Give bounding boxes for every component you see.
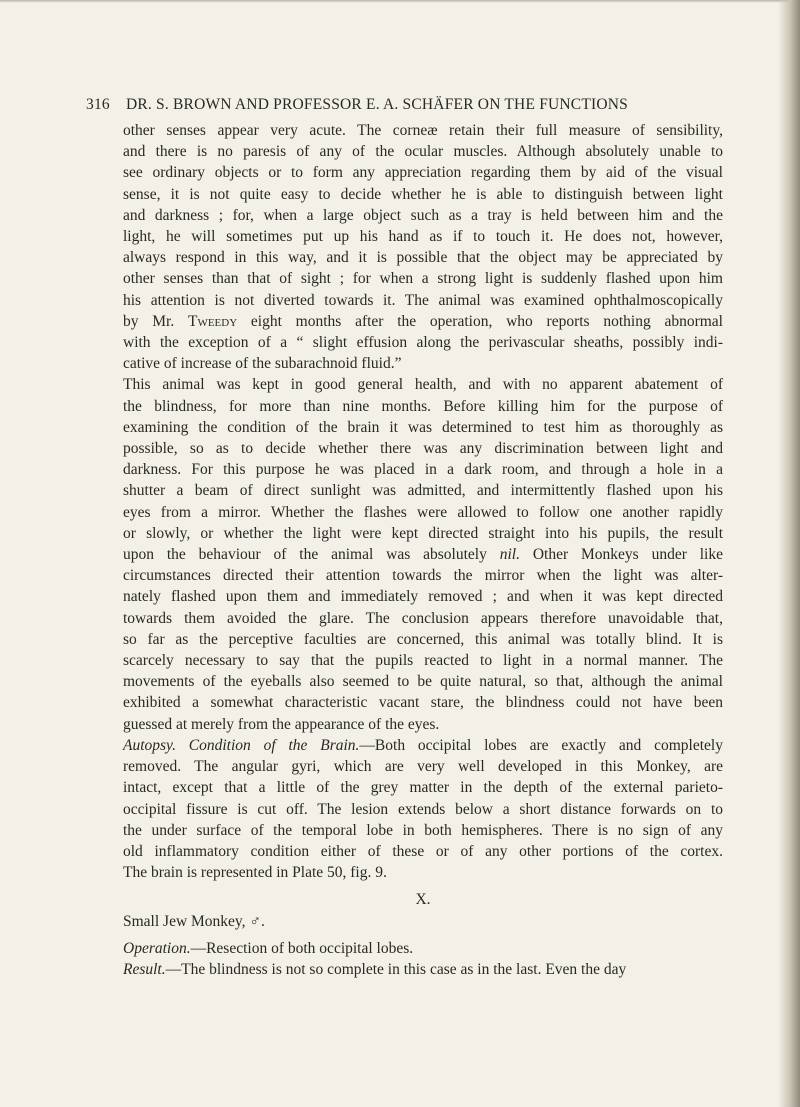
text-line: the blindness, for more than nine months. Before killing him for the purpose of — [123, 397, 723, 415]
page-number: 316 — [86, 96, 110, 113]
text-line: exhibited a somewhat characteristic vacant stare, the blindness could not have been — [123, 694, 723, 712]
text-line: the under surface of the temporal lobe in both hemispheres. There is no sign of any — [123, 821, 723, 839]
text-line: and there is no paresis of any of the ocular muscles. Although absolutely unable to — [123, 143, 723, 161]
text-line — [123, 735, 723, 756]
page-edge-shadow — [778, 0, 800, 1107]
text-run: eight months after the operation, who reports nothing abnormal — [237, 312, 723, 330]
text-line: The brain is represented in Plate 50, fig. 9. — [123, 864, 387, 882]
page-top-edge — [0, 0, 800, 3]
text-line: so far as the perceptive faculties are concerned, this animal was totally blind. It is — [123, 630, 723, 648]
text-line: movements of the eyeballs also seemed to be quite natural, so that, although the animal — [123, 673, 723, 691]
text-line: old inflammatory condition either of these or of any other portions of the cortex. — [123, 842, 723, 860]
text-line: eyes from a mirror. Whether the flashes were allowed to follow one another rapidly — [123, 503, 723, 521]
text-line: removed. The angular gyri, which are very well developed in this Monkey, are — [123, 758, 723, 776]
text-line: occipital fissure is cut off. The lesion extends below a short distance forwards on to — [123, 800, 723, 818]
text-line: nately flashed upon them and immediately removed ; and when it was kept directed — [123, 588, 723, 606]
text-line: possible, so as to decide whether there was any discrimination between light and — [123, 440, 723, 458]
text-run: —Both occipital lobes are exactly and completely — [359, 736, 723, 754]
text-line: other senses than that of sight ; for when a strong light is suddenly flashed upon him — [123, 270, 723, 288]
result-text: —The blindness is not so complete in this case as in the last. Even the day — [165, 960, 627, 978]
text-line: see ordinary objects or to form any appreciation regarding them by aid of the visual — [123, 164, 723, 182]
text-line — [123, 311, 723, 332]
text-line: darkness. For this purpose he was placed in a dark room, and through a hole in a — [123, 461, 723, 479]
specimen-line: Small Jew Monkey, ♂. — [123, 912, 265, 930]
result-line — [123, 959, 723, 980]
text-line: with the exception of a “ slight effusion along the perivascular sheaths, possibly indi- — [123, 334, 723, 352]
text-run: upon the behaviour of the animal was absolutely — [123, 546, 500, 564]
paragraph-lines — [123, 120, 723, 883]
text-line: examining the condition of the brain it was determined to test him as thoroughly as — [123, 418, 723, 436]
operation-line — [123, 938, 723, 959]
operation-label: Operation. — [123, 939, 191, 957]
text-line: guessed at merely from the appearance of the eyes. — [123, 715, 440, 733]
text-line: always respond in this way, and it is possible that the object may be appreciated by — [123, 249, 723, 267]
text-line: sense, it is not quite easy to decide whether he is able to distinguish between light — [123, 185, 723, 203]
text-line: circumstances directed their attention towards the mirror when the light was alter- — [123, 567, 723, 585]
result-label: Result. — [123, 960, 166, 978]
text-line: other senses appear very acute. The corneæ retain their full measure of sensibility, — [123, 122, 723, 139]
text-line: intact, except that a little of the grey matter in the depth of the external parieto- — [123, 779, 723, 797]
text-line: his attention is not diverted towards it. The animal was examined ophthalmoscopically — [123, 291, 723, 309]
text-line: cative of increase of the subarachnoid fluid.” — [123, 355, 402, 373]
text-line: scarcely necessary to say that the pupils reacted to light in a normal manner. The — [123, 652, 723, 670]
text-line: shutter a beam of direct sunlight was admitted, and intermittently flashed upon his — [123, 482, 723, 500]
text-line: and darkness ; for, when a large object such as a tray is held between him and the — [123, 206, 723, 224]
text-line: This animal was kept in good general health, and with no apparent abatement of — [123, 376, 723, 394]
text-run: Autopsy. Condition of the Brain. — [123, 736, 360, 754]
section-heading: X. — [415, 891, 431, 909]
text-run: Tweedy — [187, 312, 238, 330]
operation-text: —Resection of both occipital lobes. — [190, 939, 414, 957]
text-run: Other Monkeys under like — [519, 546, 723, 564]
body-text — [123, 120, 723, 980]
text-line: towards them avoided the glare. The conclusion appears therefore unavoidable that, — [123, 609, 723, 627]
text-run: by Mr. — [123, 312, 188, 330]
running-header — [86, 96, 746, 114]
running-title: DR. S. BROWN AND PROFESSOR E. A. SCHÄFER ON THE FUNCTIONS — [125, 96, 628, 113]
text-run: nil. — [499, 546, 520, 564]
text-line: or slowly, or whether the light were kept directed straight into his pupils, the result — [123, 524, 723, 542]
text-line — [123, 544, 723, 565]
text-line: light, he will sometimes put up his hand as if to touch it. He does not, however, — [123, 228, 723, 246]
